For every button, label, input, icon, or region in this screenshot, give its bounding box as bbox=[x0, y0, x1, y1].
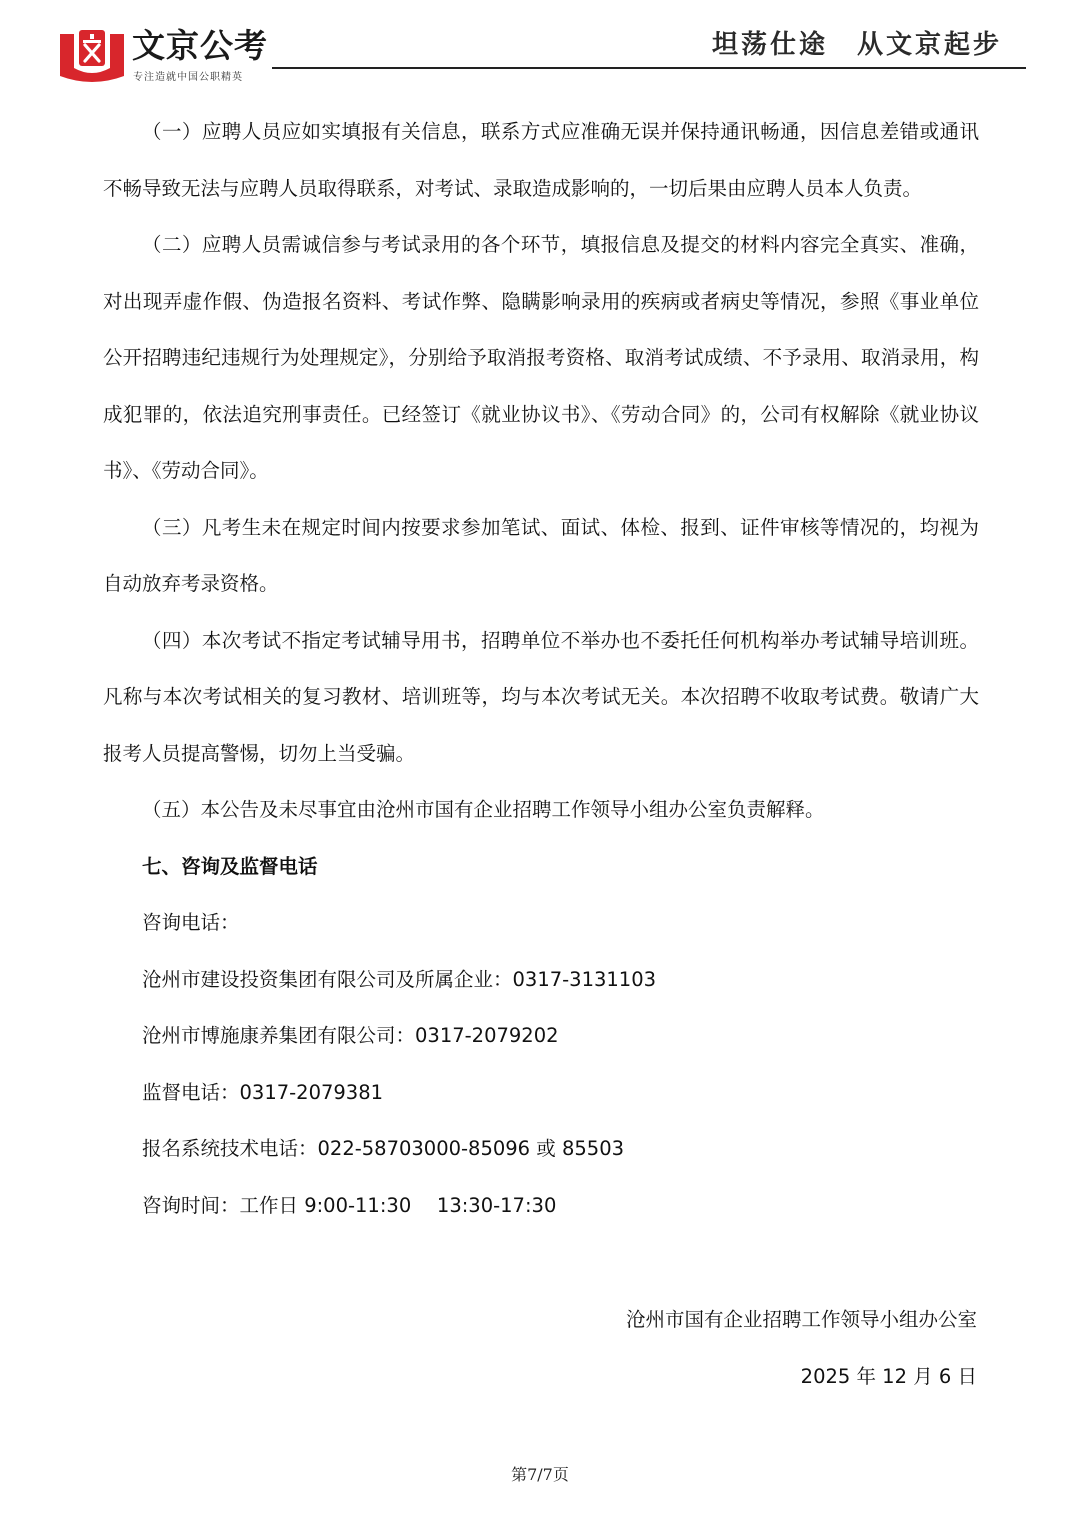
signature-block bbox=[626, 1292, 977, 1405]
logo-title: 文京公考 bbox=[132, 26, 268, 65]
contact-line: 咨询时间：工作日 9:00-11:30 13:30-17:30 bbox=[142, 1193, 557, 1217]
page-number: 第7/7页 bbox=[511, 1465, 569, 1484]
signature-organization: 沧州市国有企业招聘工作领导小组办公室 bbox=[625, 1308, 977, 1331]
page-header bbox=[0, 0, 1080, 90]
document-body bbox=[103, 104, 979, 1234]
contact-line: 咨询电话： bbox=[142, 911, 240, 934]
contact-line: 报名系统技术电话：022-58703000-85096 或 85503 bbox=[142, 1137, 625, 1160]
paragraph-3: （三）凡考生未在规定时间内按要求参加笔试、面试、体检、报到、证件审核等情况的，均视为自动放弃考录资格。 bbox=[103, 515, 979, 595]
contact-line: 监督电话：0317-2079381 bbox=[142, 1080, 384, 1104]
paragraph-1: （一）应聘人员应如实填报有关信息，联系方式应准确无误并保持通讯畅通，因信息差错或通讯不畅导致无法与应聘人员取得联系，对考试、录取造成影响的，一切后果由应聘人员本人负责。 bbox=[103, 120, 979, 200]
header-divider bbox=[272, 67, 1026, 69]
contact-line: 沧州市建设投资集团有限公司及所属企业：0317-3131103 bbox=[142, 967, 657, 991]
header-slogan: 坦荡仕途 从文京起步 bbox=[711, 30, 1002, 60]
logo-subtitle: 专注造就中国公职精英 bbox=[133, 72, 243, 83]
section-heading: 七、咨询及监督电话 bbox=[142, 854, 318, 878]
paragraph-2: （二）应聘人员需诚信参与考试录用的各个环节，填报信息及提交的材料内容完全真实、准确，对出现弄虚作假、伪造报名资料、考试作弊、隐瞒影响录用的疾病或者病史等情况，参照《事业单位公开招聘违纪违规行为处理规定》，分别给予取消报考资格、取消考试成绩、不予录用、取消录用，构成犯罪的，依法追究刑事责任。已经签订《就业协议书》、《劳动合同》的，公司有权解除《就业协议书》、《劳动合同》。 bbox=[103, 233, 979, 482]
wenjing-logo-icon bbox=[58, 28, 126, 82]
signature-date: 2025 年 12 月 6 日 bbox=[800, 1364, 977, 1388]
contact-line: 沧州市博施康养集团有限公司：0317-2079202 bbox=[142, 1024, 559, 1047]
paragraph-5: （五）本公告及未尽事宜由沧州市国有企业招聘工作领导小组办公室负责解释。 bbox=[142, 798, 825, 821]
paragraph-4: （四）本次考试不指定考试辅导用书，招聘单位不举办也不委托任何机构举办考试辅导培训班。凡称与本次考试相关的复习教材、培训班等，均与本次考试无关。本次招聘不收取考试费。敬请广大报考人员提高警惕，切勿上当受骗。 bbox=[103, 628, 979, 765]
